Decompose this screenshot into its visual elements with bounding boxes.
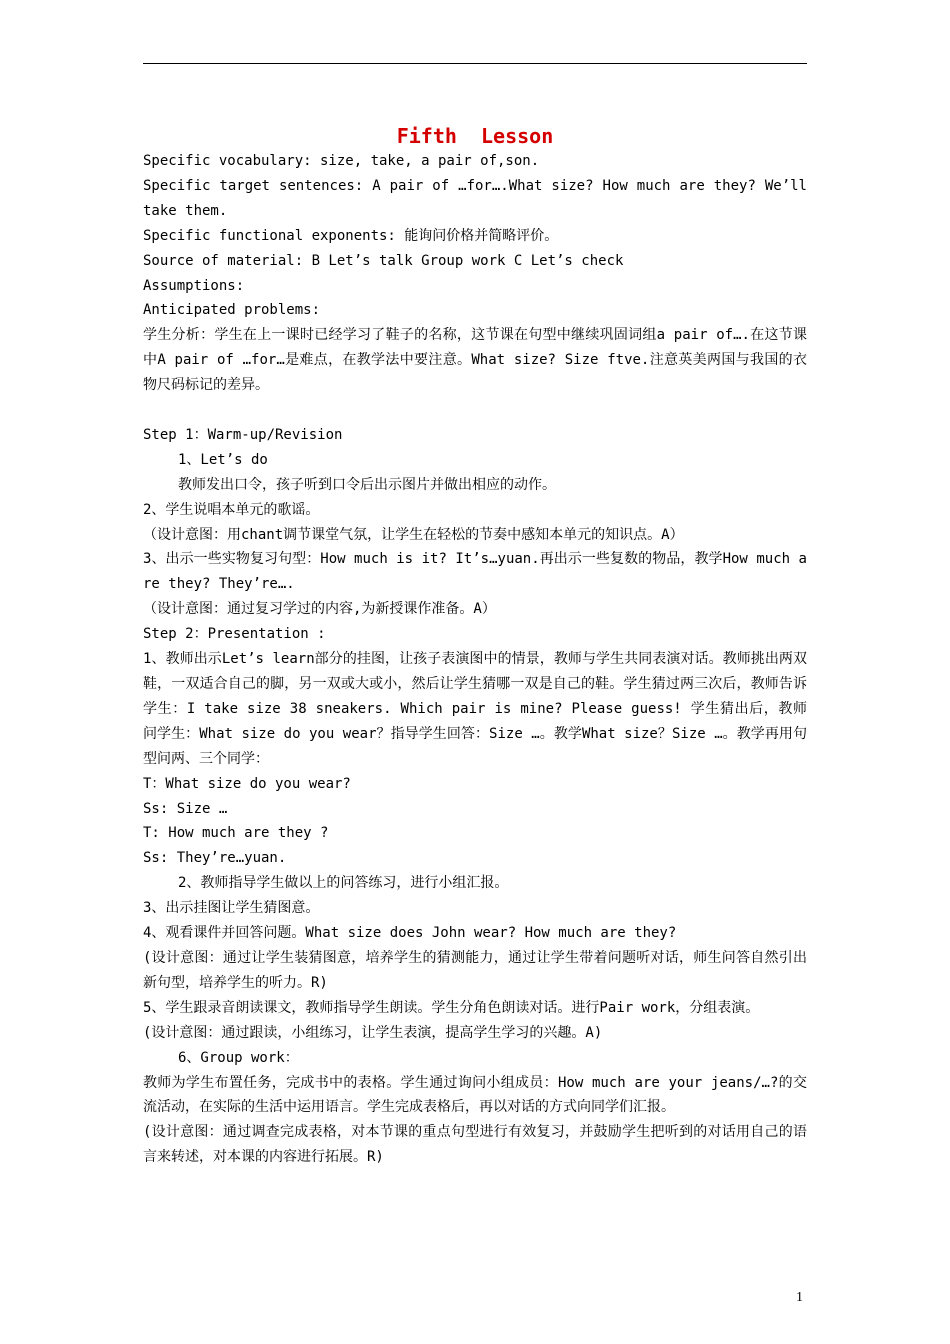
- step2-item-6: 6、Group work：: [178, 1049, 299, 1066]
- step1-item-1-detail: 教师发出口令，孩子听到口令后出示图片并做出相应的动作。: [178, 476, 556, 493]
- anticipated-problems-line: Anticipated problems:: [143, 302, 321, 319]
- step1-item-3: 3、出示一些实物复习句型：How much is it? It’s…yuan.再出示一些复数的物品，教学How much are they? They’re….: [143, 551, 807, 593]
- step2-design-note-1: (设计意图：通过让学生装猜图意，培养学生的猜测能力，通过让学生带着问题听对话，师生问答自然引出新句型，培养学生的听力。R): [143, 949, 807, 991]
- step1-design-note-2: （设计意图：通过复习学过的内容,为新授课作准备。A）: [143, 601, 496, 618]
- step2-item-5: 5、学生跟录音朗读课文，教师指导学生朗读。学生分角色朗读对话。进行Pair work，分组表演。: [143, 999, 760, 1016]
- lesson-title: Fifth Lesson: [396, 124, 554, 148]
- step2-item-4: 4、观看课件并回答问题。What size does John wear? How much are they?: [143, 925, 677, 942]
- target-sentences-line: Specific target sentences: A pair of …for….What size? How much are they? We’ll take them.: [143, 177, 807, 219]
- step1-item-2: 2、学生说唱本单元的歌谣。: [143, 501, 320, 518]
- step2-item-2: 2、教师指导学生做以上的问答练习，进行小组汇报。: [178, 875, 509, 892]
- step1-heading: Step 1：Warm-up/Revision: [143, 426, 343, 443]
- step2-item-3: 3、出示挂图让学生猜图意。: [143, 900, 320, 917]
- header-rule: [143, 63, 807, 64]
- spacer: [143, 398, 807, 423]
- dialogue-line-3: T: How much are they ?: [143, 825, 329, 842]
- step2-heading: Step 2：Presentation :: [143, 626, 326, 643]
- vocabulary-line: Specific vocabulary: size, take, a pair of,son.: [143, 153, 540, 169]
- dialogue-line-1: T：What size do you wear?: [143, 775, 351, 792]
- source-material-line: Source of material: B Let’s talk Group work C Let’s check: [143, 252, 624, 269]
- step2-item-1: 1、教师出示Let’s learn部分的挂图，让孩子表演图中的情景，教师与学生共同表演对话。教师挑出两双鞋，一双适合自己的脚，另一双或大或小，然后让学生猜哪一双是自己的鞋。学生猜过两三次后，教师告诉学生：I take size 38 sneakers. Which pair is mine? Please guess! 学生猜出后，教师问学生：What size do you wear？指导学生回答：Size …。教学What size？Size …。教学再用句型问两、三个同学：: [143, 651, 807, 767]
- dialogue-line-2: Ss: Size …: [143, 800, 228, 817]
- assumptions-line: Assumptions:: [143, 277, 245, 294]
- step1-item-1: 1、Let’s do: [178, 451, 268, 468]
- step1-design-note-1: （设计意图：用chant调节课堂气氛，让学生在轻松的节奏中感知本单元的知识点。A）: [143, 526, 684, 543]
- dialogue-line-4: Ss: They’re…yuan.: [143, 850, 287, 867]
- step2-item-6-detail: 教师为学生布置任务，完成书中的表格。学生通过询问小组成员：How much are your jeans/…?的交流活动，在实际的生活中运用语言。学生完成表格后，再以对话的方式向同学们汇报。: [143, 1074, 807, 1116]
- functional-exponents-line: Specific functional exponents: 能询问价格并简略评价。: [143, 227, 559, 244]
- step2-design-note-3: (设计意图：通过调查完成表格，对本节课的重点句型进行有效复习，并鼓励学生把听到的对话用自己的语言来转述，对本课的内容进行拓展。R): [143, 1124, 807, 1166]
- lesson-content: [143, 149, 807, 1170]
- step2-design-note-2: (设计意图：通过跟读，小组练习，让学生表演，提高学生学习的兴趣。A): [143, 1024, 603, 1041]
- page-number: 1: [796, 1290, 803, 1305]
- student-analysis-paragraph: 学生分析：学生在上一课时已经学习了鞋子的名称，这节课在句型中继续巩固词组a pair of….在这节课中A pair of …for…是难点，在教学法中要注意。What size? Size ftve.注意英美两国与我国的衣物尺码标记的差异。: [143, 327, 807, 394]
